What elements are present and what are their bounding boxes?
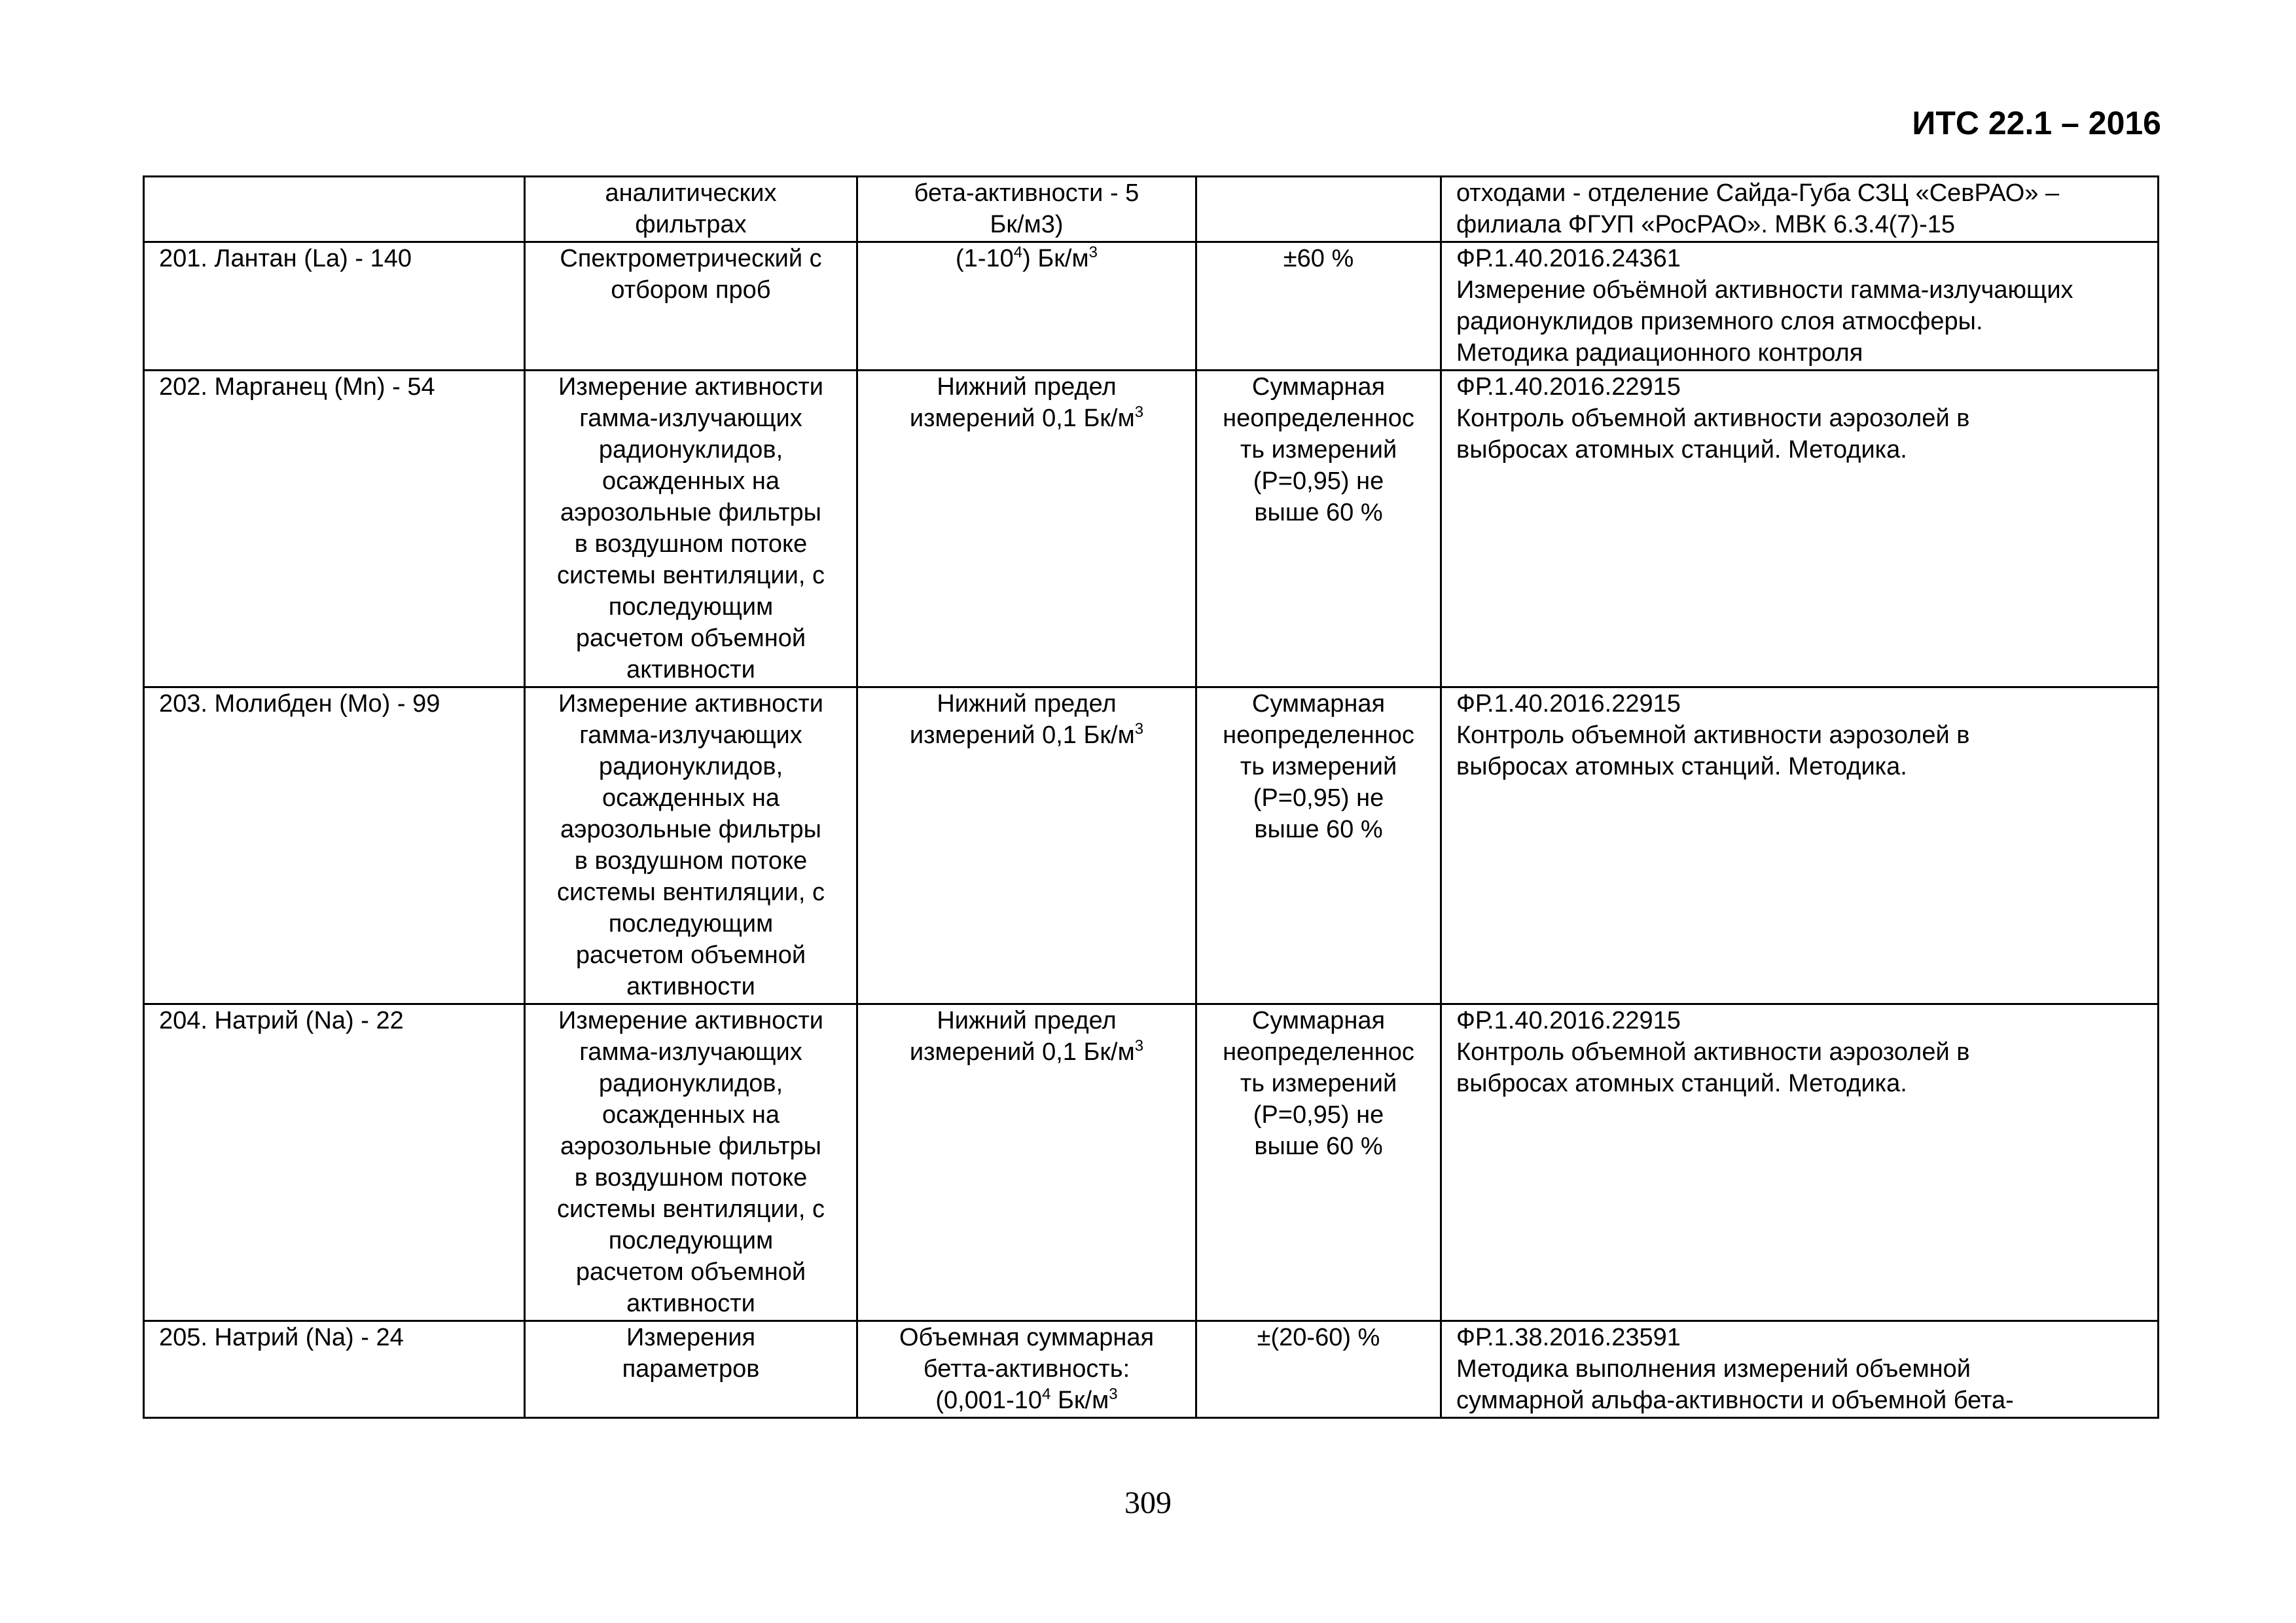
cell-text-line: радионуклидов, xyxy=(598,753,783,780)
method-cell xyxy=(525,242,857,371)
range-cell xyxy=(857,1004,1196,1321)
cell-text-line: выбросах атомных станций. Методика. xyxy=(1456,436,1907,464)
cell-text-line: ФР.1.38.2016.23591 xyxy=(1456,1324,1681,1351)
cell-text-line: системы вентиляции, с xyxy=(557,1195,825,1223)
accuracy-cell xyxy=(1196,371,1441,687)
accuracy-cell xyxy=(1196,242,1441,371)
cell-text-line: отбором проб xyxy=(611,276,771,304)
cell-text-line: Контроль объемной активности аэрозолей в xyxy=(1456,405,1970,432)
table-row xyxy=(144,242,2159,371)
cell-text-line: расчетом объемной xyxy=(575,1258,806,1286)
cell-text-line: 202. Марганец (Mn) - 54 xyxy=(159,373,435,401)
cell-text-line: Измерение активности xyxy=(558,690,823,718)
cell-text-line: выбросах атомных станций. Методика. xyxy=(1456,753,1907,780)
superscript: 3 xyxy=(1134,1037,1144,1055)
method-cell xyxy=(525,177,857,242)
table-row xyxy=(144,177,2159,242)
cell-text-line: (Р=0,95) не xyxy=(1253,467,1384,495)
cell-text-line: системы вентиляции, с xyxy=(557,562,825,589)
cell-text-line: аналитических xyxy=(605,179,777,207)
element-cell xyxy=(144,371,525,687)
cell-text-line: гамма-излучающих xyxy=(579,405,802,432)
superscript: 3 xyxy=(1134,720,1144,738)
cell-text-line: последующим xyxy=(608,593,774,621)
cell-text-line: измерений 0,1 $Бк/м^3$ xyxy=(909,403,1144,432)
accuracy-cell xyxy=(1196,1321,1441,1418)
range-cell xyxy=(857,371,1196,687)
cell-text-line: неопределеннос xyxy=(1223,1038,1414,1066)
cell-text-line: Измерение активности xyxy=(558,373,823,401)
cell-text-line: $(1-10^4)$ $Бк/м^3$ xyxy=(956,244,1098,272)
cell-text-line: Суммарная xyxy=(1251,373,1386,401)
cell-text-line: 204. Натрий (Na) - 22 xyxy=(159,1007,404,1034)
cell-text-line: фильтрах xyxy=(635,211,747,238)
table-row xyxy=(144,1004,2159,1321)
cell-text-line: ±60 % xyxy=(1283,245,1354,272)
document-cell xyxy=(1441,1004,2159,1321)
cell-text-line: Методика радиационного контроля xyxy=(1456,339,1863,367)
cell-text-line: Контроль объемной активности аэрозолей в xyxy=(1456,1038,1970,1066)
cell-text-line: ФР.1.40.2016.22915 xyxy=(1456,373,1681,401)
cell-text-line: выше 60 % xyxy=(1254,816,1383,843)
method-cell xyxy=(525,1321,857,1418)
accuracy-cell xyxy=(1196,177,1441,242)
cell-text-line: ть измерений xyxy=(1240,753,1397,780)
document-cell xyxy=(1441,371,2159,687)
method-cell xyxy=(525,1004,857,1321)
cell-text-line: последующим xyxy=(608,1227,774,1254)
methods-table xyxy=(143,175,2159,1419)
cell-text-line: аэрозольные фильтры xyxy=(560,499,821,526)
cell-text-line: ФР.1.40.2016.24361 xyxy=(1456,245,1681,272)
cell-text-line: ФР.1.40.2016.22915 xyxy=(1456,690,1681,718)
cell-text-line: выше 60 % xyxy=(1254,499,1383,526)
cell-text-line: аэрозольные фильтры xyxy=(560,816,821,843)
cell-text-line: неопределеннос xyxy=(1223,721,1414,749)
cell-text-line: ФР.1.40.2016.22915 xyxy=(1456,1007,1681,1034)
cell-text-line: в воздушном потоке xyxy=(574,847,808,875)
cell-text-line: расчетом объемной xyxy=(575,625,806,652)
cell-text-line: Измерение активности xyxy=(558,1007,823,1034)
cell-text-line: Объемная суммарная xyxy=(899,1324,1155,1351)
cell-text-line: расчетом объемной xyxy=(575,941,806,969)
cell-text-line: Бк/м3) xyxy=(990,211,1064,238)
cell-text-line: в воздушном потоке xyxy=(574,530,808,558)
document-cell xyxy=(1441,1321,2159,1418)
cell-text-line: активности xyxy=(626,656,755,684)
cell-text-line: бетта-активность: xyxy=(923,1355,1130,1383)
cell-text-line: ±(20-60) % xyxy=(1257,1324,1380,1351)
element-cell xyxy=(144,1004,525,1321)
cell-text-line: радионуклидов, xyxy=(598,436,783,464)
cell-text-line: филиала ФГУП «РосРАО». МВК 6.3.4(7)-15 xyxy=(1456,211,1956,238)
cell-text-line: выше 60 % xyxy=(1254,1133,1383,1160)
cell-text-line: суммарной альфа-активности и объемной бета- xyxy=(1456,1387,2014,1414)
cell-text-line: ($0,001-10^4$ $Бк/м^3$ xyxy=(935,1385,1118,1414)
superscript: 3 xyxy=(1088,244,1098,261)
table-row xyxy=(144,371,2159,687)
cell-text-line: активности xyxy=(626,973,755,1000)
cell-text-line: 205. Натрий (Na) - 24 xyxy=(159,1324,404,1351)
range-cell xyxy=(857,687,1196,1004)
cell-text-line: гамма-излучающих xyxy=(579,721,802,749)
cell-text-line: 203. Молибден (Mo) - 99 xyxy=(159,690,440,718)
element-cell xyxy=(144,1321,525,1418)
cell-text-line: Нижний предел xyxy=(937,373,1117,401)
range-cell xyxy=(857,242,1196,371)
document-cell xyxy=(1441,242,2159,371)
accuracy-cell xyxy=(1196,1004,1441,1321)
table-body xyxy=(144,177,2159,1418)
cell-text-line: активности xyxy=(626,1290,755,1317)
superscript: 3 xyxy=(1109,1385,1118,1403)
cell-text-line: осажденных на xyxy=(602,784,780,812)
cell-text-line: бета-активности - 5 xyxy=(914,179,1139,207)
cell-text-line: Спектрометрический с xyxy=(560,245,822,272)
cell-text-line: ть измерений xyxy=(1240,1070,1397,1097)
document-header: ИТС 22.1 – 2016 xyxy=(1912,105,2161,141)
cell-text-line: в воздушном потоке xyxy=(574,1164,808,1192)
cell-text-line: Методика выполнения измерений объемной xyxy=(1456,1355,1971,1383)
cell-text-line: Нижний предел xyxy=(937,690,1117,718)
method-cell xyxy=(525,687,857,1004)
cell-text-line: системы вентиляции, с xyxy=(557,879,825,906)
cell-text-line: Контроль объемной активности аэрозолей в xyxy=(1456,721,1970,749)
range-cell xyxy=(857,177,1196,242)
cell-text-line: последующим xyxy=(608,910,774,938)
superscript: 4 xyxy=(1013,244,1023,261)
document-cell xyxy=(1441,687,2159,1004)
superscript: 3 xyxy=(1134,403,1144,421)
accuracy-cell xyxy=(1196,687,1441,1004)
cell-text-line: радионуклидов, xyxy=(598,1070,783,1097)
cell-text-line: (Р=0,95) не xyxy=(1253,784,1384,812)
cell-text-line: отходами - отделение Сайда-Губа СЗЦ «СевРАО» – xyxy=(1456,179,2060,207)
superscript: 4 xyxy=(1042,1385,1051,1403)
cell-text-line: Суммарная xyxy=(1251,1007,1386,1034)
document-cell xyxy=(1441,177,2159,242)
cell-text-line: выбросах атомных станций. Методика. xyxy=(1456,1070,1907,1097)
element-cell xyxy=(144,242,525,371)
cell-text-line: параметров xyxy=(622,1355,760,1383)
cell-text-line: измерений 0,1 $Бк/м^3$ xyxy=(909,1037,1144,1066)
cell-text-line: Измерения xyxy=(626,1324,756,1351)
element-cell xyxy=(144,687,525,1004)
cell-text-line: Измерение объёмной активности гамма-излучающих xyxy=(1456,276,2073,304)
cell-text-line: 201. Лантан (La) - 140 xyxy=(159,245,412,272)
page-number: 309 xyxy=(1124,1486,1172,1520)
cell-text-line: Суммарная xyxy=(1251,690,1386,718)
cell-text-line: (Р=0,95) не xyxy=(1253,1101,1384,1129)
cell-text-line: радионуклидов приземного слоя атмосферы. xyxy=(1456,308,1983,335)
cell-text-line: неопределеннос xyxy=(1223,405,1414,432)
method-cell xyxy=(525,371,857,687)
cell-text-line: измерений 0,1 $Бк/м^3$ xyxy=(909,720,1144,749)
cell-text-line: Нижний предел xyxy=(937,1007,1117,1034)
cell-text-line: аэрозольные фильтры xyxy=(560,1133,821,1160)
table-row xyxy=(144,1321,2159,1418)
cell-text-line: осажденных на xyxy=(602,1101,780,1129)
range-cell xyxy=(857,1321,1196,1418)
cell-text-line: осажденных на xyxy=(602,467,780,495)
element-cell xyxy=(144,177,525,242)
table-row xyxy=(144,687,2159,1004)
cell-text-line: гамма-излучающих xyxy=(579,1038,802,1066)
cell-text-line: ть измерений xyxy=(1240,436,1397,464)
